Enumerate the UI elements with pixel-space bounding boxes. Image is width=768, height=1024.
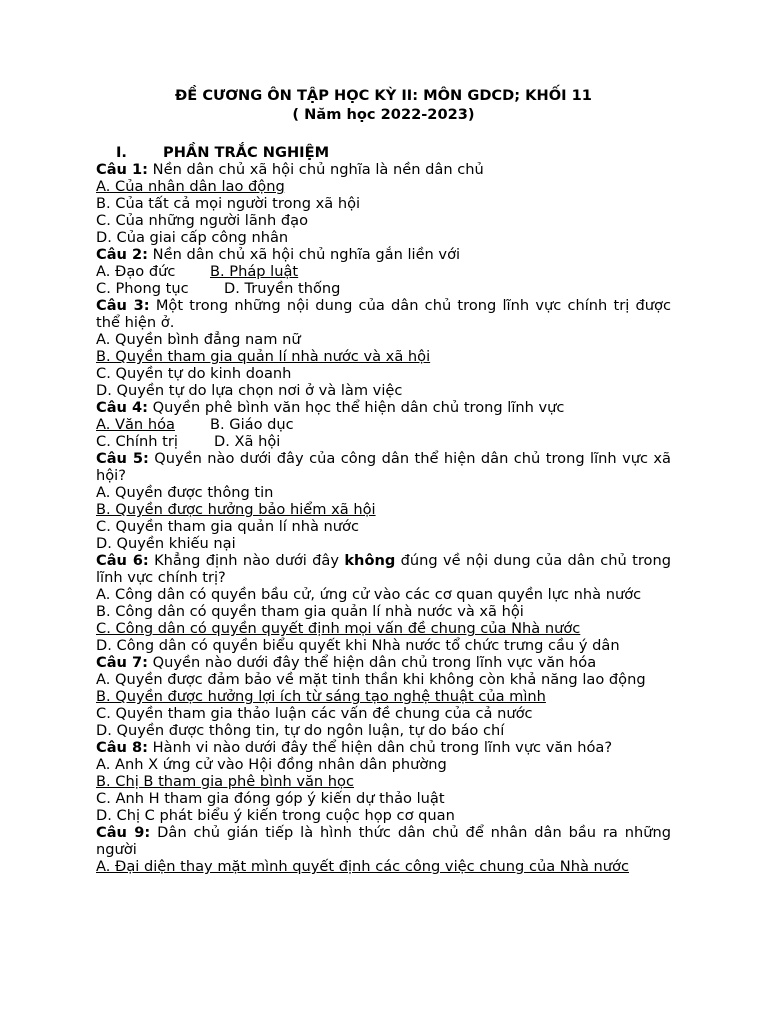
answer-correct: A. Của nhân dân lao động xyxy=(96,178,285,195)
answer-option: A. Anh X ứng cử vào Hội đồng nhân dân phường xyxy=(96,756,447,773)
question-label: Câu 6: xyxy=(96,552,149,569)
answer-option: D. Truyền thống xyxy=(224,280,341,297)
answer-option: C. Chính trị xyxy=(96,433,178,450)
answer-correct: B. Quyền được hưởng bảo hiểm xã hội xyxy=(96,501,376,518)
answer-correct: A. Đại diện thay mặt mình quyết định các công việc chung của Nhà nước xyxy=(96,858,629,875)
answer-correct: A. Văn hóa xyxy=(96,416,175,433)
answer-option: B. Giáo dục xyxy=(210,416,294,433)
emphasis-word: không xyxy=(344,552,396,569)
question-6 xyxy=(96,552,671,586)
question-text: Hành vi nào dưới đây thể hiện dân chủ trong lĩnh vực văn hóa? xyxy=(148,739,613,756)
question-label: Câu 4: xyxy=(96,399,149,416)
question-label: Câu 1: xyxy=(96,161,149,178)
question-text: Dân chủ gián tiếp là hình thức dân chủ để nhân dân bầu ra những người xyxy=(96,824,671,858)
answer-option: C. Quyền tham gia thảo luận các vấn đề chung của cả nước xyxy=(96,705,533,722)
answer-option: A. Quyền được thông tin xyxy=(96,484,274,501)
question-2 xyxy=(96,246,671,263)
answer-option: D. Quyền được thông tin, tự do ngôn luận, tự do báo chí xyxy=(96,722,505,739)
question-1 xyxy=(96,161,671,178)
answer-option: C. Anh H tham gia đóng góp ý kiến dự thảo luật xyxy=(96,790,445,807)
question-text: Nền dân chủ xã hội chủ nghĩa là nền dân chủ xyxy=(148,161,484,178)
answer-option: D. Của giai cấp công nhân xyxy=(96,229,289,246)
title-line-1: ĐỀ CƯƠNG ÔN TẬP HỌC KỲ II: MÔN GDCD; KHỐI 11 xyxy=(175,87,592,104)
document-body xyxy=(96,86,671,875)
answer-correct: B. Pháp luật xyxy=(210,263,299,280)
answer-option: C. Của những người lãnh đạo xyxy=(96,212,309,229)
answer-option: D. Công dân có quyền biểu quyết khi Nhà nước tổ chức trưng cầu ý dân xyxy=(96,637,620,654)
section-title: PHẦN TRẮC NGHIỆM xyxy=(163,144,330,161)
question-8 xyxy=(96,739,671,756)
answer-option: A. Quyền bình đẳng nam nữ xyxy=(96,331,301,348)
question-label: Câu 9: xyxy=(96,824,151,841)
answer-option: A. Đạo đức xyxy=(96,263,176,280)
title-line-2: ( Năm học 2022-2023) xyxy=(292,106,475,123)
answer-option: D. Chị C phát biểu ý kiến trong cuộc họp cơ quan xyxy=(96,807,455,824)
question-3 xyxy=(96,297,671,331)
answer-correct: C. Công dân có quyền quyết định mọi vấn đề chung của Nhà nước xyxy=(96,620,581,637)
question-text: Quyền nào dưới đây của công dân thể hiện dân chủ trong lĩnh vực xã hội? xyxy=(96,450,671,484)
answer-correct: B. Quyền tham gia quản lí nhà nước và xã hội xyxy=(96,348,431,365)
answer-option: D. Quyền tự do lựa chọn nơi ở và làm việc xyxy=(96,382,403,399)
question-text: Quyền nào dưới đây thể hiện dân chủ trong lĩnh vực văn hóa xyxy=(148,654,597,671)
question-label: Câu 5: xyxy=(96,450,149,467)
question-4 xyxy=(96,399,671,416)
section-number: I. xyxy=(116,144,127,161)
question-text: Quyền phê bình văn học thể hiện dân chủ trong lĩnh vực xyxy=(148,399,565,416)
answer-correct: B. Quyền được hưởng lợi ích từ sáng tạo nghệ thuật của mình xyxy=(96,688,546,705)
question-label: Câu 2: xyxy=(96,246,149,263)
question-text: đúng về nội dung của dân chủ trong lĩnh vực chính trị? xyxy=(96,552,671,586)
answer-option: C. Quyền tham gia quản lí nhà nước xyxy=(96,518,360,535)
document-title xyxy=(96,86,671,124)
question-label: Câu 7: xyxy=(96,654,149,671)
answer-option: A. Quyền được đảm bảo về mặt tinh thần khi không còn khả năng lao động xyxy=(96,671,646,688)
answer-option: B. Công dân có quyền tham gia quản lí nhà nước và xã hội xyxy=(96,603,524,620)
answer-option: C. Quyền tự do kinh doanh xyxy=(96,365,292,382)
question-label: Câu 8: xyxy=(96,739,149,756)
answer-option: D. Xã hội xyxy=(214,433,281,450)
answer-option: D. Quyền khiếu nại xyxy=(96,535,236,552)
question-9 xyxy=(96,824,671,858)
answer-option: B. Của tất cả mọi người trong xã hội xyxy=(96,195,361,212)
question-7 xyxy=(96,654,671,671)
answer-option: C. Phong tục xyxy=(96,280,189,297)
question-text: Khẳng định nào dưới đây xyxy=(148,552,345,569)
question-label: Câu 3: xyxy=(96,297,150,314)
answer-option: A. Công dân có quyền bầu cử, ứng cử vào các cơ quan quyền lực nhà nước xyxy=(96,586,642,603)
question-text: Một trong những nội dung của dân chủ trong lĩnh vực chính trị được thể hiện ở. xyxy=(96,297,671,331)
question-text: Nền dân chủ xã hội chủ nghĩa gắn liền với xyxy=(148,246,461,263)
section-heading xyxy=(96,144,671,161)
question-5 xyxy=(96,450,671,484)
answer-correct: B. Chị B tham gia phê bình văn học xyxy=(96,773,354,790)
